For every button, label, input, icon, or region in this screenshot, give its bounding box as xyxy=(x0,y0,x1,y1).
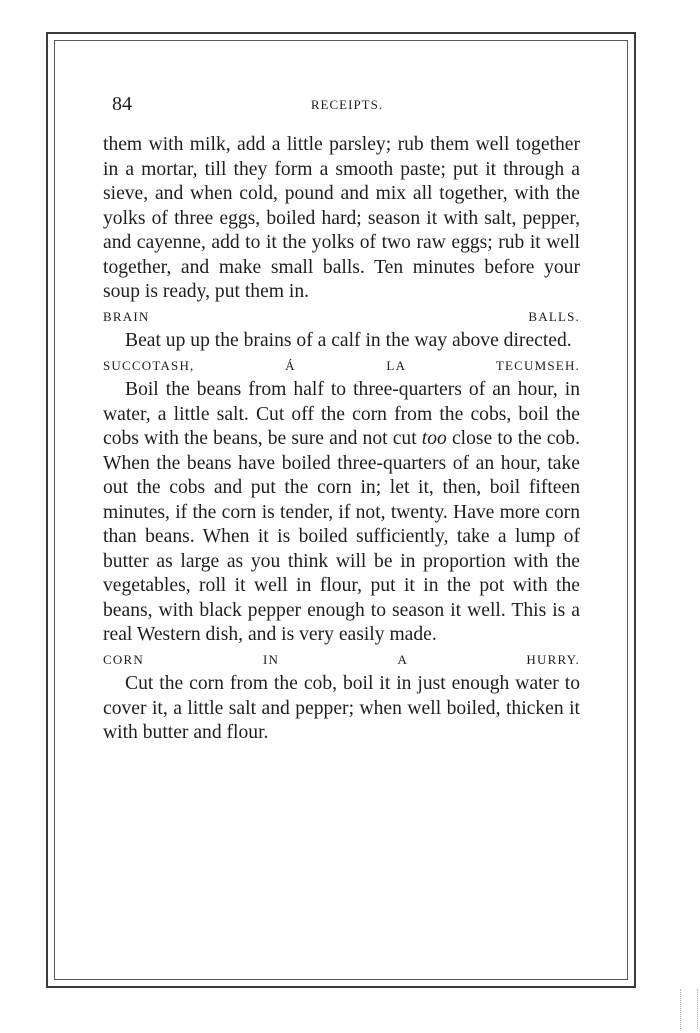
page-content xyxy=(103,133,580,746)
succotash-text-part-2: close to the cob. When the beans have boiled three-quarters of an hour, take out the cobs and put the corn in; let it, then, boil fifteen minutes, if the corn is tender, if not, twenty. Have more corn than beans. When it is boiled sufficiently, take a lump of butter as large as you think will be in proportion with the vegetables, roll it well in flour, put it in the pot with the beans, with black pepper enough to season it well. This is a real Western dish, and is very easily made. xyxy=(103,428,580,645)
page-number: 84 xyxy=(112,93,132,115)
paragraph-continuation: them with milk, add a little parsley; rub them well together in a mortar, till they form a smooth paste; put it through a sieve, and when cold, pound and mix all together, with the yolks of three eggs, boiled hard; season it with salt, pepper, and cayenne, add to it the yolks of two raw eggs; rub it well together, and make small balls. Ten minutes before your soup is ready, put them in. xyxy=(103,134,580,302)
succotash-text-part-1: Boil the beans from half to three-quarters of an hour, in water, a little salt. Cut off the corn from the cobs, boil the cobs with the beans, be sure and not cut xyxy=(103,379,580,449)
paragraph-corn-in-a-hurry: Cut the corn from the cob, boil it in just enough water to cover it, a little salt and pepper; when well boiled, thicken it with butter and flour. xyxy=(103,673,580,743)
page-header xyxy=(112,93,582,117)
paragraph-brain-balls: Beat up up the brains of a calf in the way above directed. xyxy=(125,330,572,351)
heading-corn-in-a-hurry: CORN IN A HURRY. xyxy=(103,651,580,667)
heading-succotash: SUCCOTASH, Á LA TECUMSEH. xyxy=(103,357,580,373)
running-head: RECEIPTS. xyxy=(310,97,384,112)
succotash-emphasis: too xyxy=(421,428,447,449)
page-edge-mark xyxy=(680,989,698,1029)
paragraph-succotash xyxy=(103,378,580,648)
heading-brain-balls: BRAIN BALLS. xyxy=(103,308,580,324)
